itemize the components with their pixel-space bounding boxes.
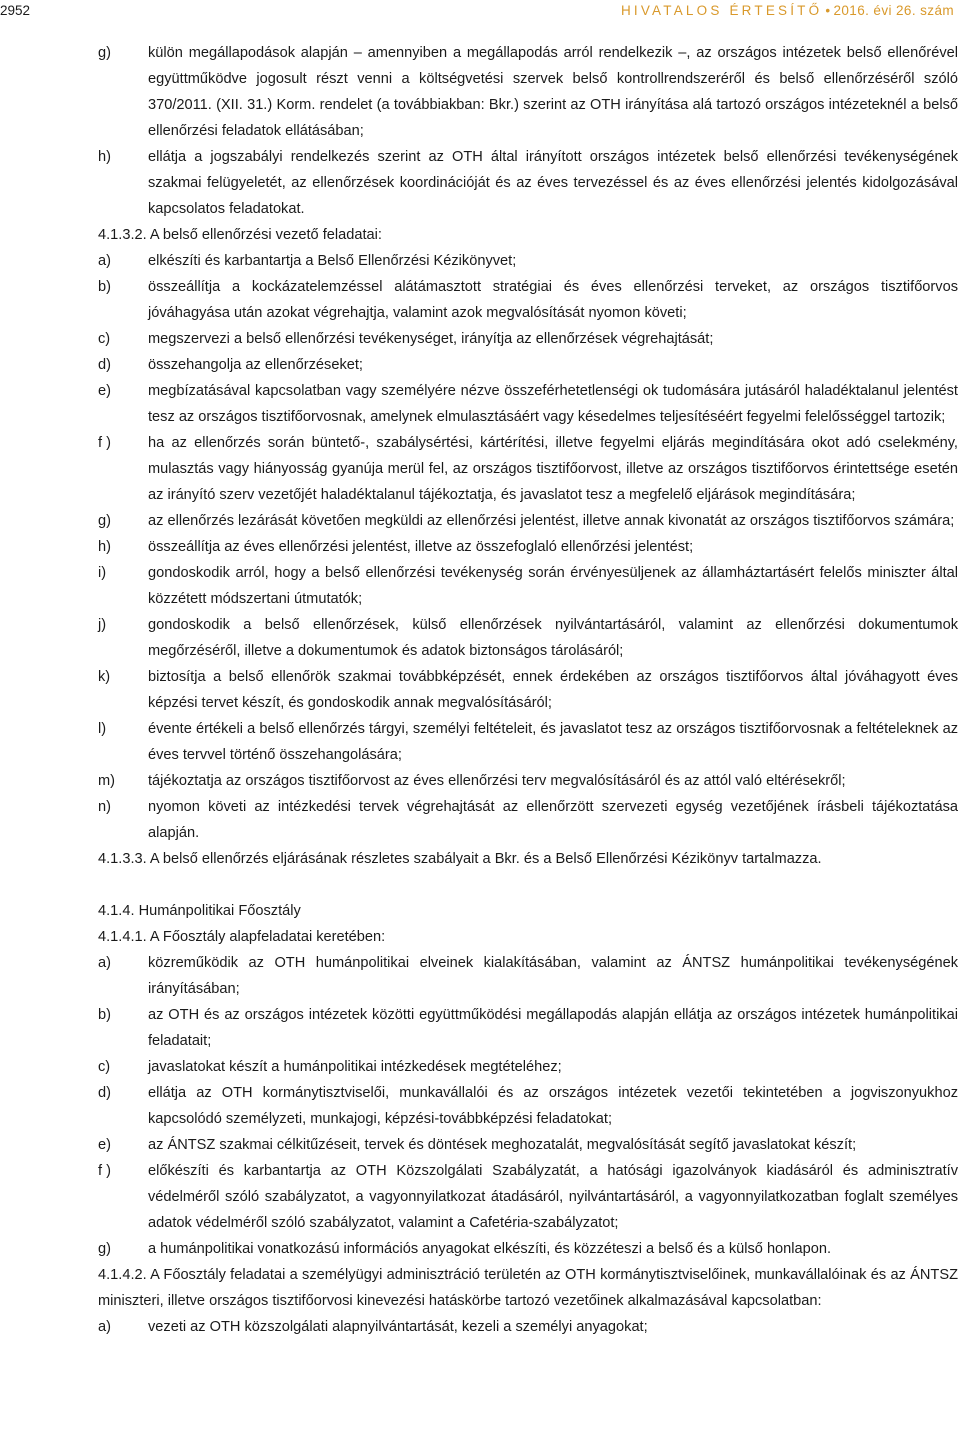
list-item (98, 1236, 958, 1262)
journal-title: HIVATALOS ÉRTESÍTŐ (620, 3, 823, 18)
list-item-label: g) (98, 513, 111, 529)
page-number: 2952 (0, 3, 31, 18)
list-item (98, 352, 958, 378)
header-separator: • (825, 3, 831, 18)
list-item-label: d) (98, 1085, 111, 1101)
list-item-text: ellátja a jogszabályi rendelkezés szerint az OTH által irányított országos intézetek belső ellenőrzési tevékenységének szakmai felügyeletét, az ellenőrzések koordinációját és az éves tervezéssel és az éves ellenőrzési jelentés kidolgozásával kapcsolatos feladatokat. (148, 149, 958, 217)
list-item-text: ha az ellenőrzés során büntető-, szabálysértési, kártérítési, illetve fegyelmi eljárás megindítására okot adó cselekmény, mulasztás vagy hiányosság gyanúja merül fel, az országos tisztifőorvost, illetve az országos tisztifőorvos érintettsége esetén az irányító szerv vezetőjét haladéktalanul tájékoztatja, és javaslatot tesz a megfelelő eljárások megindítására; (148, 435, 958, 503)
list-item (98, 560, 958, 612)
list-item-text: nyomon követi az intézkedési tervek végrehajtását az ellenőrzött szervezeti egység vezetőjének írásbeli tájékoztatása alapján. (148, 799, 958, 841)
list-item (98, 1132, 958, 1158)
list-item-text: közreműködik az OTH humánpolitikai elveinek kialakításában, valamint az ÁNTSZ humánpolitikai tevékenységének irányításában; (148, 955, 958, 997)
list-item-text: összeállítja az éves ellenőrzési jelentést, illetve az összefoglaló ellenőrzési jelentést; (148, 539, 694, 555)
list-item-text: vezeti az OTH közszolgálati alapnyilvántartását, kezeli a személyi anyagokat; (148, 1319, 648, 1335)
list-item (98, 664, 958, 716)
list-item-label: b) (98, 1007, 111, 1023)
list-item (98, 534, 958, 560)
list-item-label: e) (98, 1137, 111, 1153)
list-item (98, 716, 958, 768)
list-item (98, 430, 958, 508)
list-item-text: összeállítja a kockázatelemzéssel alátámasztott stratégiai és éves ellenőrzési terveket, az országos tisztifőorvos jóváhagyása után azokat végrehajtja, valamint azok megvalósítását nyomon követi; (148, 279, 958, 321)
list-item-label: l) (98, 721, 107, 737)
paragraph: 4.1.3.2. A belső ellenőrzési vezető feladatai: (98, 227, 382, 243)
list-item-label: a) (98, 955, 111, 971)
list-item-label: n) (98, 799, 111, 815)
list-item (98, 950, 958, 1002)
list-item (98, 1158, 958, 1236)
paragraph: 4.1.4.1. A Főosztály alapfeladatai keretében: (98, 929, 386, 945)
list-item-label: d) (98, 357, 111, 373)
list-item-label: c) (98, 1059, 111, 1075)
list-item-label: h) (98, 149, 111, 165)
paragraph: 4.1.4. Humánpolitikai Főosztály (98, 903, 301, 919)
list-item-label: h) (98, 539, 111, 555)
list-item-text: külön megállapodások alapján – amennyiben a megállapodás arról rendelkezik –, az országos intézetek belső ellenőrével együttműködve jogosult részt venni a költségvetési szervek belső kontrollrendszeréről és belső ellenőrzéséről szóló 370/2011. (XII. 31.) Korm. rendelet (a továbbiakban: Bkr.) szerint az OTH irányítása alá tartozó országos intézeteknél a belső ellenőrzési feladatok ellátásában; (148, 45, 958, 139)
list-item-label: j) (98, 617, 107, 633)
list-item-text: az ÁNTSZ szakmai célkitűzéseit, tervek és döntések meghozatalát, megvalósítását segítő javaslatokat készít; (148, 1137, 857, 1153)
list-item (98, 768, 958, 794)
list-item (98, 1002, 958, 1054)
list-item-label: b) (98, 279, 111, 295)
list-item-text: javaslatokat készít a humánpolitikai intézkedések megtételéhez; (148, 1059, 562, 1075)
list-item-text: évente értékeli a belső ellenőrzés tárgyi, személyi feltételeit, és javaslatot tesz az országos tisztifőorvosnak a feltételeknek az éves tervvel történő összehangolására; (148, 721, 958, 763)
list-item (98, 794, 958, 846)
list-item-label: g) (98, 1241, 111, 1257)
document-body (98, 40, 958, 1340)
list-item-label: c) (98, 331, 111, 347)
paragraph: 4.1.4.2. A Főosztály feladatai a személyügyi adminisztráció területén az OTH kormánytisztviselőinek, munkavállalóinak és az ÁNTSZ miniszteri, illetve országos tisztifőorvosi kinevezési hatáskörbe tartozó vezetőinek alkalmazásával kapcsolatban: (98, 1267, 958, 1309)
list-item-label: a) (98, 253, 111, 269)
list-item-text: összehangolja az ellenőrzéseket; (148, 357, 363, 373)
list-item (98, 1054, 958, 1080)
list-item-label: g) (98, 45, 111, 61)
journal-info (621, 3, 954, 18)
list-item-text: gondoskodik arról, hogy a belső ellenőrzési tevékenység során érvényesüljenek az államháztartásért felelős miniszter által közzétett módszertani útmutatók; (148, 565, 958, 607)
list-item (98, 378, 958, 430)
list-item (98, 40, 958, 144)
list-item-text: megszervezi a belső ellenőrzési tevékenységet, irányítja az ellenőrzések végrehajtását; (148, 331, 714, 347)
section-spacer (98, 872, 958, 898)
paragraph: 4.1.3.3. A belső ellenőrzés eljárásának részletes szabályait a Bkr. és a Belső Ellenőrzési Kézikönyv tartalmazza. (98, 851, 822, 867)
list-item-label: e) (98, 383, 111, 399)
list-item-label: f ) (98, 1163, 111, 1179)
list-item-text: megbízatásával kapcsolatban vagy személyére nézve összeférhetetlenségi ok tudomására jutásáról haladéktalanul jelentést tesz az országos tisztifőorvosnak, amelynek elmulasztásáért vagy késedelmes teljesítéséért fegyelmi felelősséggel tartozik; (148, 383, 958, 425)
list-item-text: az OTH és az országos intézetek közötti együttműködési megállapodás alapján ellátja az országos intézetek humánpolitikai feladatait; (148, 1007, 958, 1049)
list-item-label: k) (98, 669, 111, 685)
issue-label: 2016. évi 26. szám (833, 3, 954, 18)
list-item (98, 248, 958, 274)
list-item (98, 326, 958, 352)
list-item (98, 144, 958, 222)
list-item-text: tájékoztatja az országos tisztifőorvost az éves ellenőrzési terv megvalósításáról és az attól való eltérésekről; (148, 773, 846, 789)
list-item-text: biztosítja a belső ellenőrök szakmai továbbképzését, ennek érdekében az országos tisztifőorvos által jóváhagyott éves képzési tervet készít, és gondoskodik annak megvalósításáról; (148, 669, 958, 711)
list-item-label: f ) (98, 435, 111, 451)
list-item-text: az ellenőrzés lezárását követően megküldi az ellenőrzési jelentést, illetve annak kivonatát az országos tisztifőorvos számára; (148, 513, 955, 529)
list-item-label: a) (98, 1319, 111, 1335)
list-item-text: a humánpolitikai vonatkozású információs anyagokat elkészíti, és közzéteszi a belső és a külső honlapon. (148, 1241, 832, 1257)
list-item (98, 1314, 958, 1340)
list-item (98, 1080, 958, 1132)
list-item (98, 274, 958, 326)
list-item-text: elkészíti és karbantartja a Belső Ellenőrzési Kézikönyvet; (148, 253, 517, 269)
list-item-label: m) (98, 773, 116, 789)
list-item (98, 508, 958, 534)
list-item-text: gondoskodik a belső ellenőrzések, külső ellenőrzések nyilvántartásáról, valamint az ellenőrzési dokumentumok megőrzéséről, illetve a dokumentumok és adatok biztonságos tárolásáról; (148, 617, 958, 659)
list-item (98, 612, 958, 664)
list-item-label: i) (98, 565, 107, 581)
list-item-text: előkészíti és karbantartja az OTH Közszolgálati Szabályzatát, a hatósági igazolványok kiadásáról és adminisztratív védelméről szóló szabályzatot, a vagyonnyilatkozat átadásáról, nyilvántartásáról, a vagyonnyilatkozatban foglalt személyes adatok védelméről szóló szabályzatot, valamint a Cafetéria-szabályzatot; (148, 1163, 958, 1231)
list-item-text: ellátja az OTH kormánytisztviselői, munkavállalói és az országos intézetek vezetői tekintetében a jogviszonyukhoz kapcsolódó személyzeti, munkajogi, képzési-továbbképzési feladatokat; (148, 1085, 958, 1127)
page-header (0, 0, 960, 22)
